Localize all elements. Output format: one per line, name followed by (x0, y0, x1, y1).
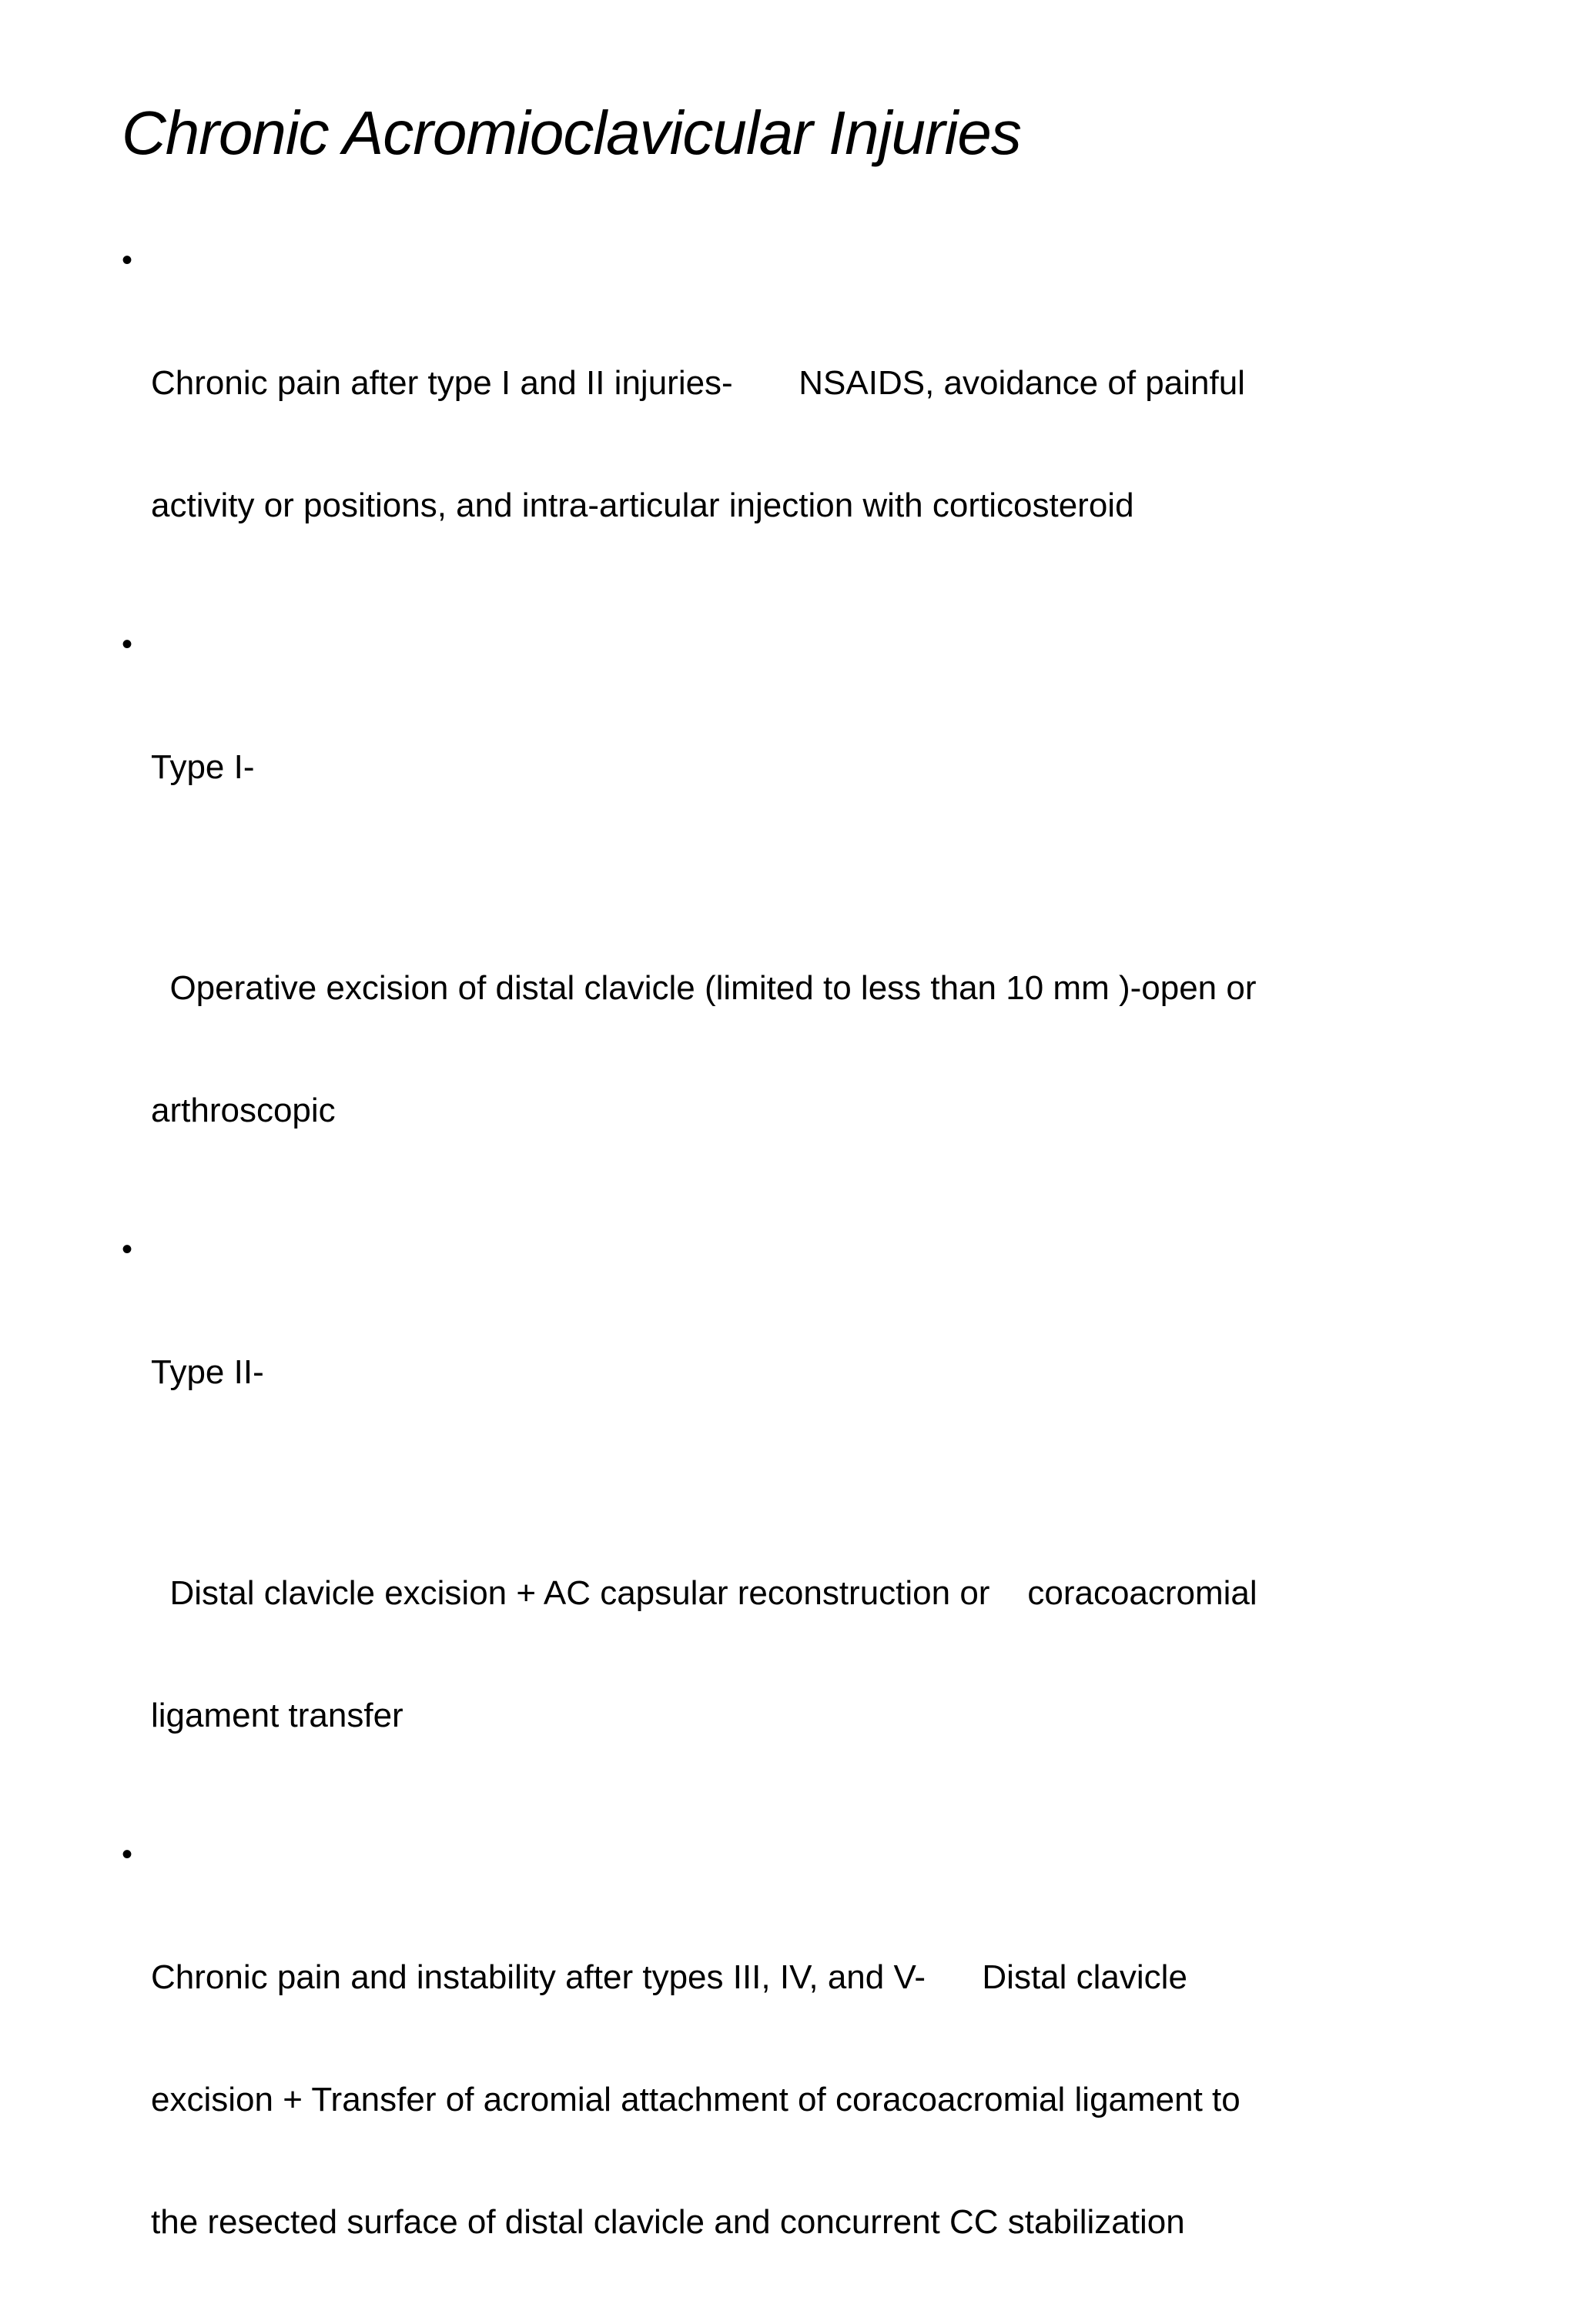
slide-body (122, 240, 1461, 2324)
paragraph-type-1-treatment (122, 886, 1461, 1212)
paragraph-line: Distal clavicle excision + AC capsular reconstruction or coracoacromial (151, 1574, 1257, 1612)
slide-title: Chronic Acromioclavicular Injuries (122, 99, 1021, 167)
bullet-line: the resected surface of distal clavicle and concurrent CC stabilization (151, 2203, 1185, 2241)
bullet-item-type-2 (122, 1229, 1461, 1474)
bullet-line: Chronic pain after type I and II injuries- NSAIDS, avoidance of painful (151, 364, 1245, 402)
bullet-item-chronic-pain-type-1-2 (122, 240, 1461, 607)
bullet-marker: • (122, 627, 133, 661)
bullet-marker: • (122, 1232, 133, 1266)
bullet-line: Chronic pain and instability after types III, IV, and V- Distal clavicle (151, 1958, 1187, 1996)
paragraph-line: Operative excision of distal clavicle (limited to less than 10 mm )-open or (151, 969, 1257, 1007)
bullet-line: excision + Transfer of acromial attachment of coracoacromial ligament to (151, 2081, 1241, 2118)
paragraph-type-2-treatment (122, 1491, 1461, 1817)
bullet-line: activity or positions, and intra-articular injection with corticosteroid (151, 487, 1134, 524)
bullet-item-type-1 (122, 624, 1461, 869)
paragraph-line: ligament transfer (151, 1697, 403, 1734)
bullet-marker: • (122, 1837, 133, 1871)
bullet-line: Type II- (151, 1353, 264, 1391)
bullet-marker: • (122, 243, 133, 277)
bullet-line: Type I- (151, 748, 255, 786)
bullet-item-chronic-pain-type-3-4-5 (122, 1834, 1461, 2324)
paragraph-line: arthroscopic (151, 1092, 336, 1129)
